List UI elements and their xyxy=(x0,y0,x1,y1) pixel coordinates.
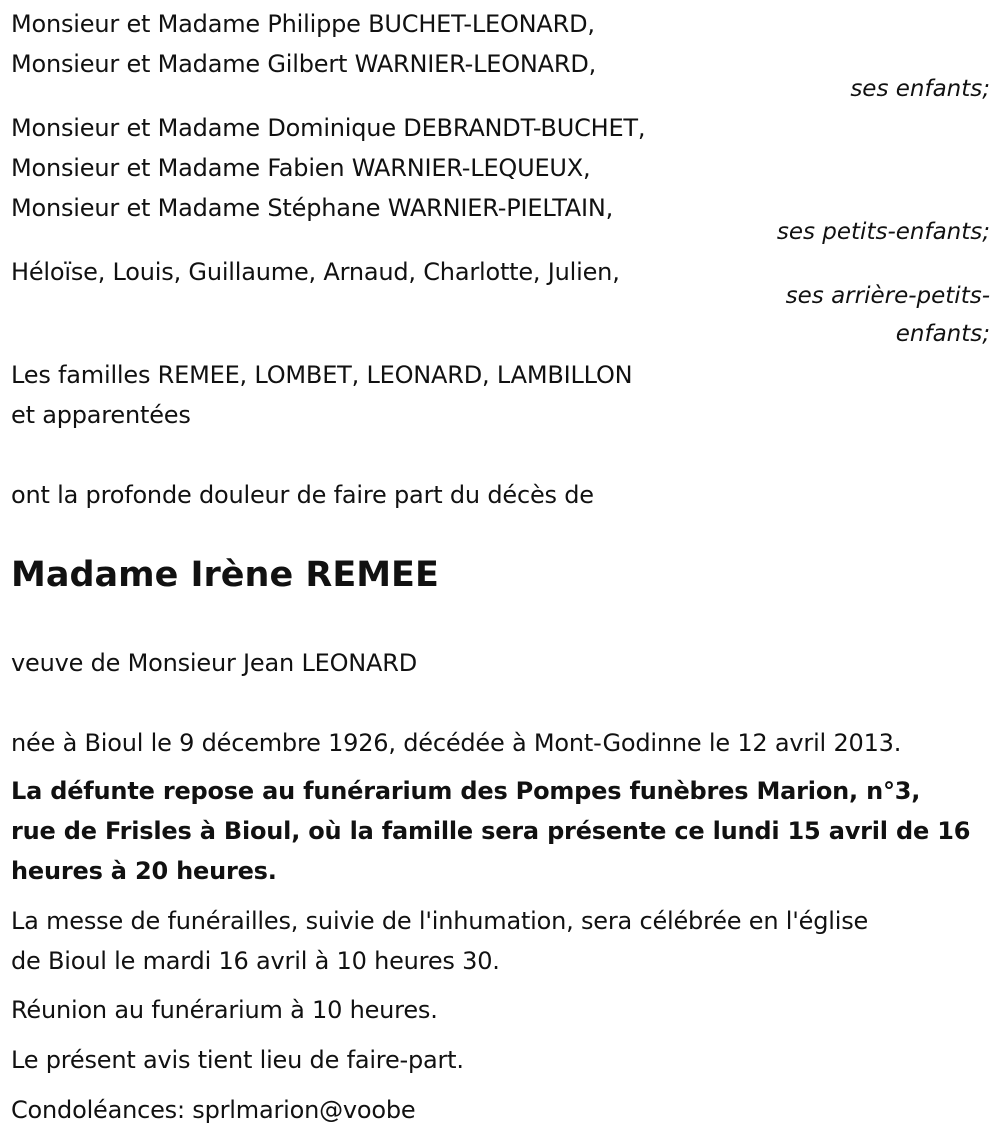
rest-info-line-1: La défunte repose au funérarium des Pompes funèbres Marion, n°3, xyxy=(11,777,921,805)
notice-info: Le présent avis tient lieu de faire-part. xyxy=(11,1046,464,1074)
widow-of: veuve de Monsieur Jean LEONARD xyxy=(11,649,417,677)
meeting-info: Réunion au funérarium à 10 heures. xyxy=(11,996,438,1024)
rest-info-line-2: rue de Frisles à Bioul, où la famille sera présente ce lundi 15 avril de 16 xyxy=(11,817,971,845)
condolences-info: Condoléances: sprlmarion@voobe xyxy=(11,1096,416,1124)
deceased-name: Madame Irène REMEE xyxy=(11,555,439,595)
child-couple-1: Monsieur et Madame Philippe BUCHET-LEONARD, xyxy=(11,10,595,38)
announcement-text: ont la profonde douleur de faire part du décès de xyxy=(11,481,594,509)
families-line-2: et apparentées xyxy=(11,401,191,429)
rest-info-line-3: heures à 20 heures. xyxy=(11,857,277,885)
grandchild-couple-1: Monsieur et Madame Dominique DEBRANDT-BUCHET, xyxy=(11,114,646,142)
birth-death-info: née à Bioul le 9 décembre 1926, décédée à Mont-Godinne le 12 avril 2013. xyxy=(11,729,902,757)
great-grandchildren-names: Héloïse, Louis, Guillaume, Arnaud, Charlotte, Julien, xyxy=(11,258,620,286)
grandchild-couple-3: Monsieur et Madame Stéphane WARNIER-PIELTAIN, xyxy=(11,194,614,222)
role-grandchildren: ses petits-enfants; xyxy=(776,219,990,245)
role-great-grandchildren-line-2: enfants; xyxy=(895,321,990,347)
child-couple-2: Monsieur et Madame Gilbert WARNIER-LEONARD, xyxy=(11,50,597,78)
families-line-1: Les familles REMEE, LOMBET, LEONARD, LAMBILLON xyxy=(11,361,633,389)
mass-info-line-1: La messe de funérailles, suivie de l'inhumation, sera célébrée en l'église xyxy=(11,907,869,935)
role-children: ses enfants; xyxy=(850,76,990,102)
mass-info-line-2: de Bioul le mardi 16 avril à 10 heures 30. xyxy=(11,947,500,975)
role-great-grandchildren-line-1: ses arrière-petits- xyxy=(785,283,990,309)
grandchild-couple-2: Monsieur et Madame Fabien WARNIER-LEQUEUX, xyxy=(11,154,591,182)
